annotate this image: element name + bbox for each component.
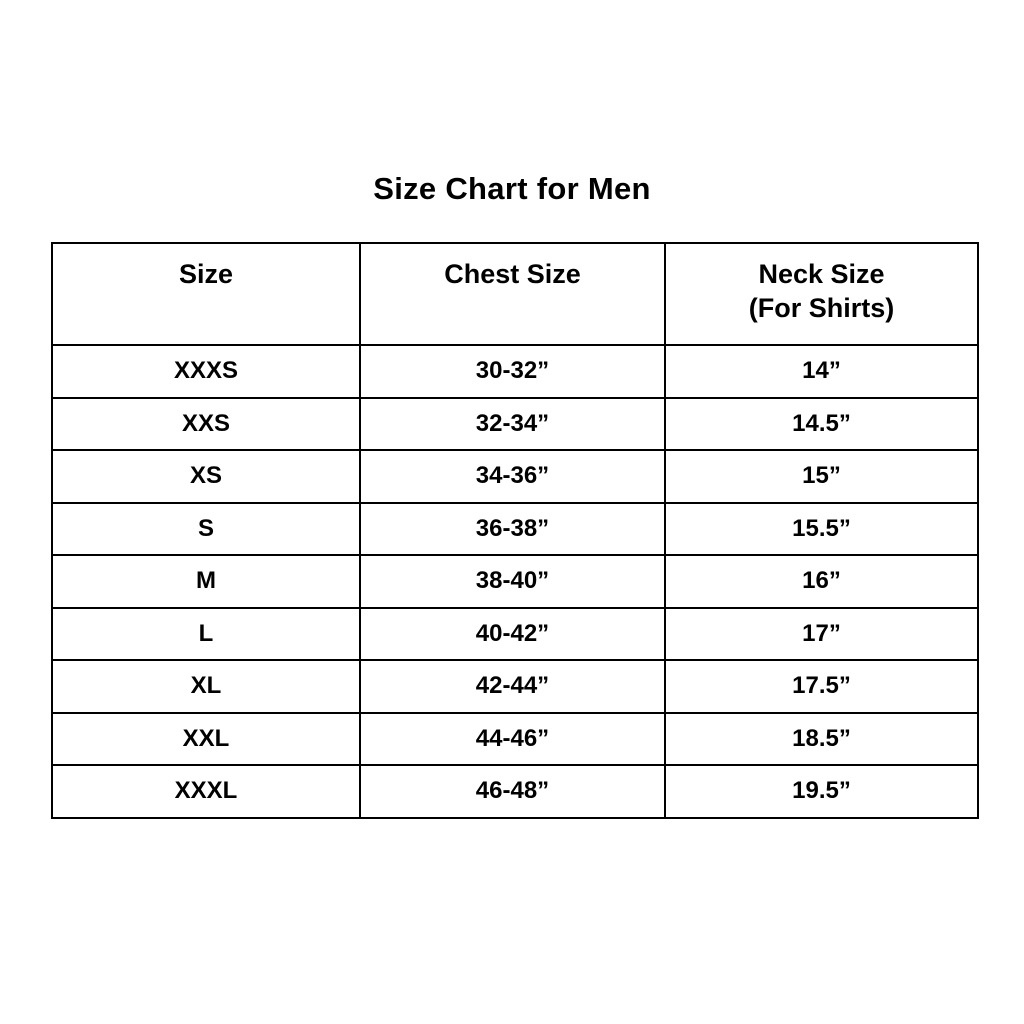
size-cell: XXXS (52, 345, 360, 398)
neck-size-cell: 19.5” (665, 765, 978, 818)
column-header: Chest Size (360, 243, 665, 345)
neck-size-cell: 14.5” (665, 398, 978, 451)
chest-size-cell: 42-44” (360, 660, 665, 713)
chest-size-cell: 46-48” (360, 765, 665, 818)
table-row (52, 555, 978, 608)
chest-size-cell: 40-42” (360, 608, 665, 661)
neck-size-cell: 18.5” (665, 713, 978, 766)
chest-size-cell: 34-36” (360, 450, 665, 503)
neck-size-cell: 17.5” (665, 660, 978, 713)
table-row (52, 345, 978, 398)
column-header: Size (52, 243, 360, 345)
neck-size-cell: 15” (665, 450, 978, 503)
chest-size-cell: 36-38” (360, 503, 665, 556)
page-title: Size Chart for Men (373, 171, 651, 206)
neck-size-cell: 14” (665, 345, 978, 398)
table-row (52, 660, 978, 713)
table-row (52, 450, 978, 503)
size-cell: S (52, 503, 360, 556)
column-header: Neck Size (For Shirts) (665, 243, 978, 345)
neck-size-cell: 15.5” (665, 503, 978, 556)
size-chart-table (51, 242, 979, 819)
size-cell: M (52, 555, 360, 608)
table-body (52, 345, 978, 818)
column-header-subtitle: (For Shirts) (748, 292, 895, 323)
chest-size-cell: 44-46” (360, 713, 665, 766)
size-cell: XL (52, 660, 360, 713)
size-cell: L (52, 608, 360, 661)
chest-size-cell: 32-34” (360, 398, 665, 451)
size-cell: XXS (52, 398, 360, 451)
table-row (52, 503, 978, 556)
chest-size-cell: 38-40” (360, 555, 665, 608)
size-cell: XXXL (52, 765, 360, 818)
neck-size-cell: 16” (665, 555, 978, 608)
table-row (52, 608, 978, 661)
size-cell: XXL (52, 713, 360, 766)
table-row (52, 398, 978, 451)
chest-size-cell: 30-32” (360, 345, 665, 398)
header-row (52, 243, 978, 345)
table-row (52, 765, 978, 818)
table-row (52, 713, 978, 766)
neck-size-cell: 17” (665, 608, 978, 661)
size-cell: XS (52, 450, 360, 503)
